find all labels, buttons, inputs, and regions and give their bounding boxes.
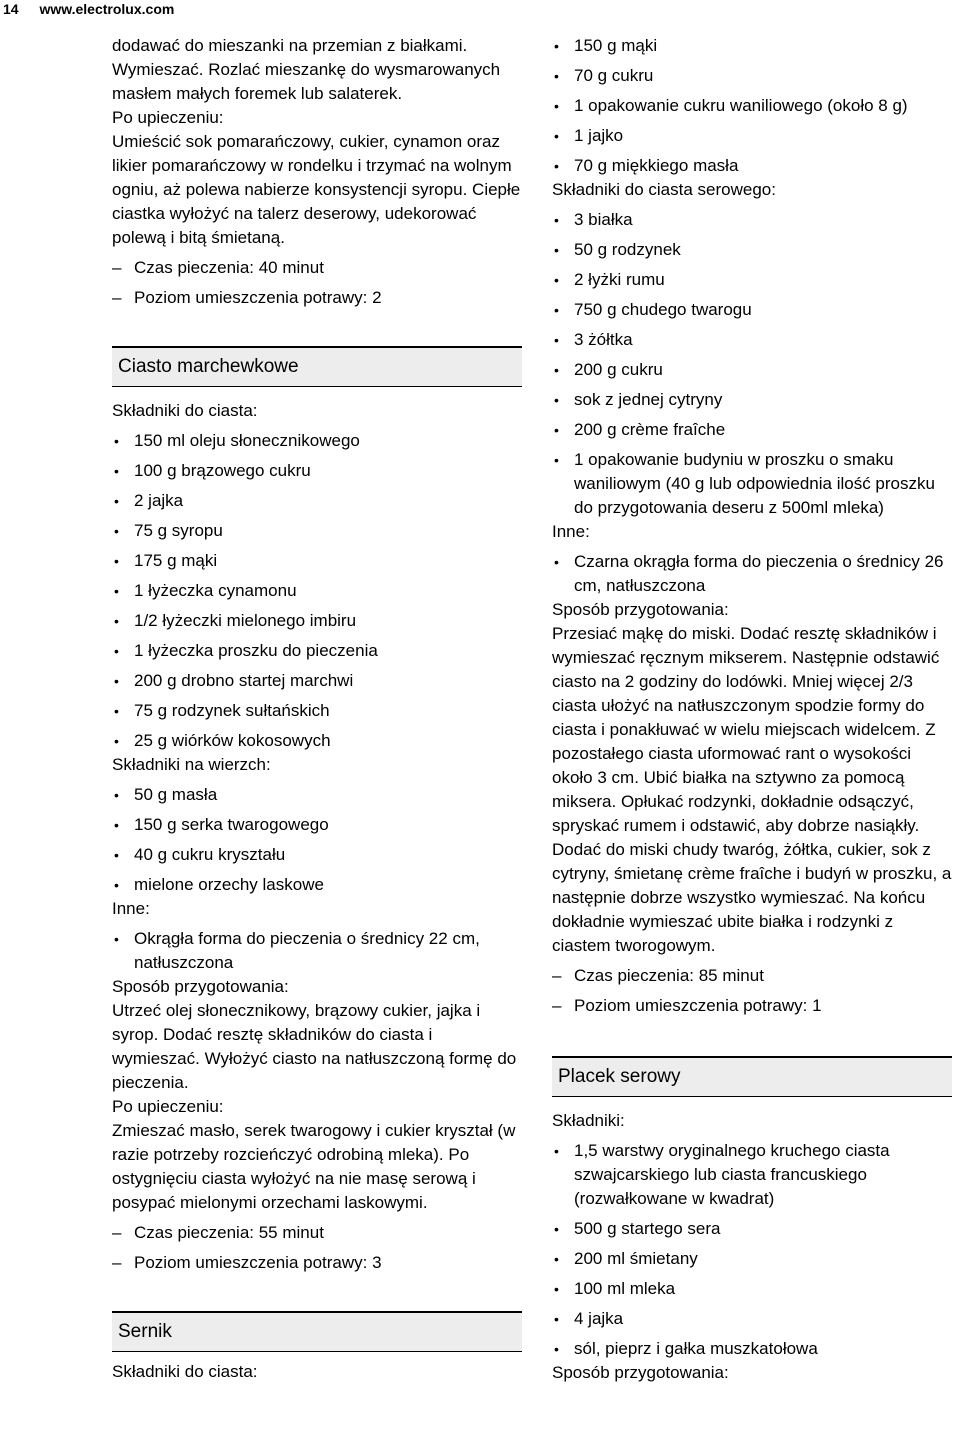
list-item: • 1 opakowanie cukru waniliowego (około 8 g): [552, 94, 952, 118]
list-item: • 70 g miękkiego masła: [552, 154, 952, 178]
cheese-dough-list: [552, 208, 952, 520]
recipe-title-cheesecake: Sernik: [112, 1311, 522, 1352]
after-baking-label: Po upieczeniu:: [112, 108, 224, 127]
list-item: • 1 łyżeczka cynamonu: [112, 579, 522, 603]
list-item: • 1 opakowanie budyniu w proszku o smaku waniliowym (40 g lub odpowiednia ilość proszku do przygotowania deseru z 500ml mleka): [552, 448, 952, 520]
list-item: • 3 białka: [552, 208, 952, 232]
method-label: Sposób przygotowania:: [112, 977, 289, 996]
list-item: • Okrągła forma do pieczenia o średnicy 22 cm, natłuszczona: [112, 927, 522, 975]
dough-ingredients-label: Składniki do ciasta:: [112, 401, 258, 420]
shelf-level: – Poziom umieszczenia potrawy: 3: [112, 1251, 522, 1275]
site-url: www.electrolux.com: [39, 1, 175, 17]
list-item: • 200 g cukru: [552, 358, 952, 382]
after-baking-text-2: Zmieszać masło, serek twarogowy i cukier kryształ (w razie potrzeby rozcieńczyć odrobiną mleka). Po ostygnięciu ciasta wyłożyć na nie masę serową i posypać mielonymi orzechami laskowymi.: [112, 1121, 516, 1212]
baking-time: – Czas pieczenia: 85 minut: [552, 964, 952, 988]
list-item: • 100 g brązowego cukru: [112, 459, 522, 483]
list-item: • 200 g drobno startej marchwi: [112, 669, 522, 693]
list-item: • 75 g syropu: [112, 519, 522, 543]
baking-time: – Czas pieczenia: 55 minut: [112, 1221, 522, 1245]
after-baking-text: Umieścić sok pomarańczowy, cukier, cynamon oraz likier pomarańczowy w rondelku i trzymać na wolnym ogniu, aż polewa nabierze konsystencji syropu. Ciepłe ciastka wyłożyć na talerz deserowy, udekorować polewą i bitą śmietaną.: [112, 132, 521, 247]
list-item: • 1/2 łyżeczki mielonego imbiru: [112, 609, 522, 633]
shelf-level: – Poziom umieszczenia potrawy: 1: [552, 994, 952, 1018]
list-item: • sok z jednej cytryny: [552, 388, 952, 412]
ingredients-label: Składniki:: [552, 1111, 625, 1130]
list-item: • 175 g mąki: [112, 549, 522, 573]
topping-ingredients-label: Składniki na wierzch:: [112, 755, 271, 774]
left-column: [112, 34, 522, 1384]
list-item: • 4 jajka: [552, 1307, 952, 1331]
page-header: [3, 0, 174, 18]
list-item: • 2 jajka: [112, 489, 522, 513]
recipe-title-carrot-cake: Ciasto marchewkowe: [112, 346, 522, 387]
other-label: Inne:: [112, 899, 150, 918]
list-item: • 200 g crème fraîche: [552, 418, 952, 442]
list-item: • 150 g mąki: [552, 34, 952, 58]
list-item: • 40 g cukru kryształu: [112, 843, 522, 867]
other-label: Inne:: [552, 522, 590, 541]
page-number: 14: [3, 1, 19, 17]
list-item: • 70 g cukru: [552, 64, 952, 88]
cheesecake-dough-list: [552, 34, 952, 178]
list-item: • 1,5 warstwy oryginalnego kruchego ciasta szwajcarskiego lub ciasta francuskiego (rozwałkowane w kwadrat): [552, 1139, 952, 1211]
method-text: Przesiać mąkę do miski. Dodać resztę składników i wymieszać ręcznym mikserem. Następnie odstawić ciasto na 2 godziny do lodówki. Mniej więcej 2/3 ciasta ułożyć na natłuszczonym spodzie formy do ciasta i ponakłuwać w wielu miejscach widelcem. Z pozostałego ciasta uformować rant o wysokości około 3 cm. Ubić białka na sztywno za pomocą miksera. Opłukać rodzynki, dokładnie odsączyć, spryskać rumem i odstawić, aby dobrze nasiąkły. Dodać do miski chudy twaróg, żółtka, cukier, sok z cytryny, śmietanę crème fraîche i budyń w proszku, a następnie dobrze wszystko wymieszać. Na końcu dokładnie wymieszać ubite białka i rodzynki z ciastem tworogowym.: [552, 624, 952, 955]
list-item: • 75 g rodzynek sułtańskich: [112, 699, 522, 723]
list-item: • 2 łyżki rumu: [552, 268, 952, 292]
cheesecake-dough-label: Składniki do ciasta:: [112, 1362, 258, 1381]
list-item: • 50 g rodzynek: [552, 238, 952, 262]
list-item: • 25 g wiórków kokosowych: [112, 729, 522, 753]
list-item: • sól, pieprz i gałka muszkatołowa: [552, 1337, 952, 1361]
list-item: • 150 g serka twarogowego: [112, 813, 522, 837]
list-item: • 1 łyżeczka proszku do pieczenia: [112, 639, 522, 663]
intro-paragraph: dodawać do mieszanki na przemian z białkami. Wymieszać. Rozlać mieszankę do wysmarowanych masłem małych foremek lub salaterek.: [112, 36, 501, 103]
other-list: [112, 927, 522, 975]
list-item: • 3 żółtka: [552, 328, 952, 352]
method-label-2: Sposób przygotowania:: [552, 1363, 729, 1382]
shelf-level: – Poziom umieszczenia potrawy: 2: [112, 286, 522, 310]
list-item: • 200 ml śmietany: [552, 1247, 952, 1271]
list-item: • 750 g chudego twarogu: [552, 298, 952, 322]
method-label: Sposób przygotowania:: [552, 600, 729, 619]
list-item: • 1 jajko: [552, 124, 952, 148]
list-item: • 50 g masła: [112, 783, 522, 807]
after-baking-label-2: Po upieczeniu:: [112, 1097, 224, 1116]
baking-time: – Czas pieczenia: 40 minut: [112, 256, 522, 280]
cheese-dough-label: Składniki do ciasta serowego:: [552, 180, 776, 199]
topping-ingredients-list: [112, 783, 522, 897]
method-text: Utrzeć olej słonecznikowy, brązowy cukier, jajka i syrop. Dodać resztę składników do ciasta i wymieszać. Wyłożyć ciasto na natłuszczoną formę do pieczenia.: [112, 1001, 517, 1092]
list-item: • 150 ml oleju słonecznikowego: [112, 429, 522, 453]
list-item: • 100 ml mleka: [552, 1277, 952, 1301]
list-item: • Czarna okrągła forma do pieczenia o średnicy 26 cm, natłuszczona: [552, 550, 952, 598]
other-list: [552, 550, 952, 598]
dough-ingredients-list: [112, 429, 522, 753]
list-item: • 500 g startego sera: [552, 1217, 952, 1241]
recipe-title-cheese-cake: Placek serowy: [552, 1056, 952, 1097]
list-item: • mielone orzechy laskowe: [112, 873, 522, 897]
placek-ingredients-list: [552, 1139, 952, 1361]
right-column: [552, 34, 952, 1385]
